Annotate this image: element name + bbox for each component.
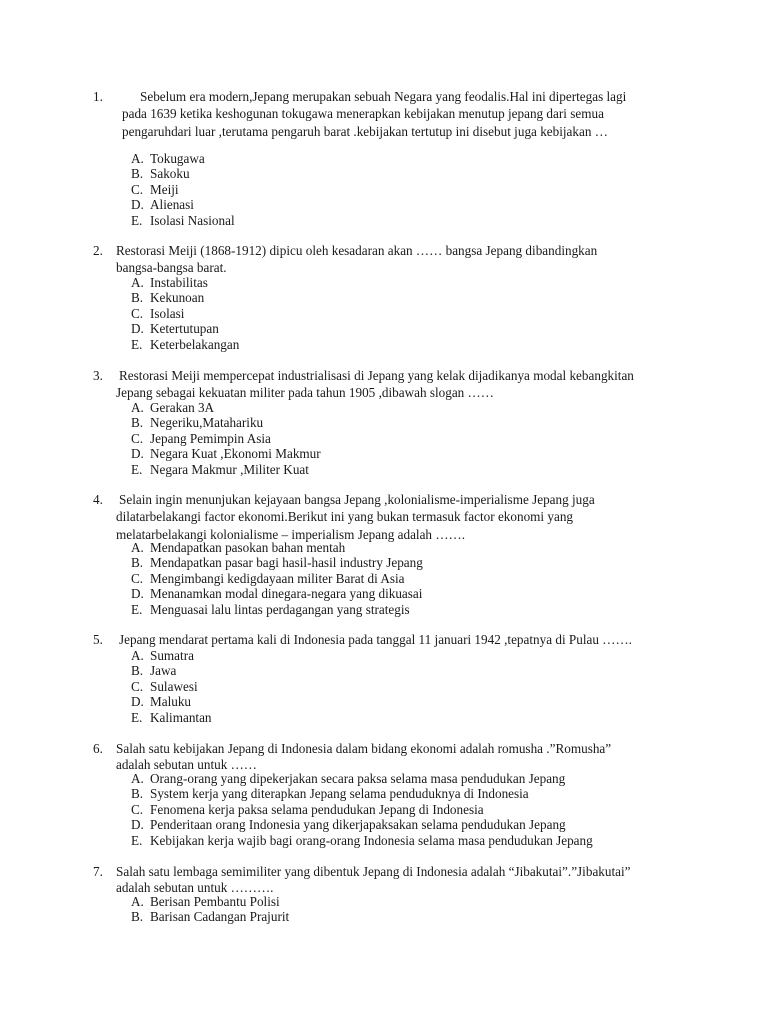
option-list — [131, 400, 321, 477]
option-list — [131, 151, 235, 228]
question-stem — [116, 632, 676, 647]
option-e[interactable]: E. Kebijakan kerja wajib bagi orang-orang Indonesia selama masa pendudukan Jepang — [131, 832, 593, 848]
option-b[interactable]: B. Sakoku — [131, 166, 190, 182]
question-number: 4. — [93, 492, 103, 507]
option-b[interactable]: B. Kekunoan — [131, 290, 205, 306]
option-d[interactable]: D. Negara Kuat ,Ekonomi Makmur — [131, 446, 321, 462]
question-line: melatarbelakangi kolonialisme – imperialism Jepang adalah ……. — [116, 526, 465, 542]
option-a[interactable]: A. Instabilitas — [131, 275, 208, 290]
question-number: 3. — [93, 368, 103, 383]
option-d[interactable]: D. Maluku — [131, 694, 192, 710]
option-c[interactable]: C. Isolasi — [131, 305, 185, 321]
option-c[interactable]: C. Meiji — [131, 181, 179, 197]
option-d[interactable]: D. Alienasi — [131, 197, 194, 213]
option-a[interactable]: A. Gerakan 3A — [131, 400, 215, 415]
question-line: Restorasi Meiji mempercepat industrialisasi di Jepang yang kelak dijadikanya modal kebangkitan — [119, 368, 634, 383]
option-e[interactable]: E. Isolasi Nasional — [131, 212, 235, 228]
option-list — [131, 648, 212, 725]
question-line: Sebelum era modern,Jepang merupakan sebuah Negara yang feodalis.Hal ini dipertegas lagi — [140, 89, 627, 104]
question-line: adalah sebutan untuk …… — [116, 757, 257, 773]
question-line: pada 1639 ketika keshogunan tokugawa menerapkan kebijakan menutup jepang dari semua — [122, 106, 604, 122]
question-line: Selain ingin menunjukan kejayaan bangsa Jepang ,kolonialisme-imperialisme Jepang juga — [119, 492, 595, 507]
question-stem — [116, 492, 676, 542]
question-line: Jepang mendarat pertama kali di Indonesia pada tanggal 11 januari 1942 ,tepatnya di Pulau ……. — [119, 632, 632, 647]
option-d[interactable]: D. Penderitaan orang Indonesia yang dikerjapaksakan selama pendudukan Jepang — [131, 817, 566, 833]
question-line: Salah satu kebijakan Jepang di Indonesia dalam bidang ekonomi adalah romusha .”Romusha” — [116, 741, 612, 756]
option-e[interactable]: E. Keterbelakangan — [131, 336, 240, 352]
question-stem — [116, 243, 676, 276]
question-stem — [122, 89, 682, 139]
option-b[interactable]: B. Mendapatkan pasar bagi hasil-hasil industry Jepang — [131, 555, 423, 571]
option-b[interactable]: B. Negeriku,Matahariku — [131, 415, 264, 431]
question-number: 2. — [93, 243, 103, 258]
question-number: 6. — [93, 741, 103, 756]
option-a[interactable]: A. Tokugawa — [131, 151, 205, 166]
option-list — [131, 771, 593, 848]
option-a[interactable]: A. Orang-orang yang dipekerjakan secara paksa selama masa pendudukan Jepang — [131, 771, 566, 786]
question-line: Jepang sebagai kekuatan militer pada tahun 1905 ,dibawah slogan …… — [116, 385, 494, 401]
option-list — [131, 894, 289, 925]
question-stem — [116, 368, 676, 401]
question-number: 7. — [93, 864, 103, 879]
option-a[interactable]: A. Berisan Pembantu Polisi — [131, 894, 280, 909]
option-e[interactable]: E. Kalimantan — [131, 709, 212, 725]
option-b[interactable]: B. System kerja yang diterapkan Jepang selama penduduknya di Indonesia — [131, 786, 529, 802]
question-line: Restorasi Meiji (1868-1912) dipicu oleh kesadaran akan …… bangsa Jepang dibandingkan — [116, 243, 598, 258]
question-stem — [116, 864, 676, 896]
option-c[interactable]: C. Fenomena kerja paksa selama pendudukan Jepang di Indonesia — [131, 801, 484, 817]
question-line: adalah sebutan untuk ………. — [116, 880, 274, 896]
question-line: Salah satu lembaga semimiliter yang dibentuk Jepang di Indonesia adalah “Jibakutai”.”Jibakutai” — [116, 864, 631, 879]
option-c[interactable]: C. Jepang Pemimpin Asia — [131, 430, 271, 446]
option-a[interactable]: A. Mendapatkan pasokan bahan mentah — [131, 540, 346, 555]
question-line: bangsa-bangsa barat. — [116, 260, 227, 276]
question-stem — [116, 741, 676, 773]
option-d[interactable]: D. Ketertutupan — [131, 321, 219, 337]
option-b[interactable]: B. Jawa — [131, 663, 177, 679]
question-number: 5. — [93, 632, 103, 647]
option-c[interactable]: C. Sulawesi — [131, 678, 198, 694]
option-e[interactable]: E. Menguasai lalu lintas perdagangan yang strategis — [131, 601, 410, 617]
question-line: pengaruhdari luar ,terutama pengaruh barat .kebijakan tertutup ini disebut juga kebijakan … — [122, 123, 608, 139]
question-number: 1. — [93, 89, 103, 104]
option-b[interactable]: B. Barisan Cadangan Prajurit — [131, 909, 290, 925]
option-a[interactable]: A. Sumatra — [131, 648, 194, 663]
question-line: dilatarbelakangi factor ekonomi.Berikut ini yang bukan termasuk factor ekonomi yang — [116, 509, 574, 525]
option-list — [131, 275, 239, 352]
option-d[interactable]: D. Menanamkan modal dinegara-negara yang dikuasai — [131, 586, 423, 602]
option-c[interactable]: C. Mengimbangi kedigdayaan militer Barat di Asia — [131, 570, 405, 586]
option-e[interactable]: E. Negara Makmur ,Militer Kuat — [131, 461, 309, 477]
option-list — [131, 540, 423, 617]
